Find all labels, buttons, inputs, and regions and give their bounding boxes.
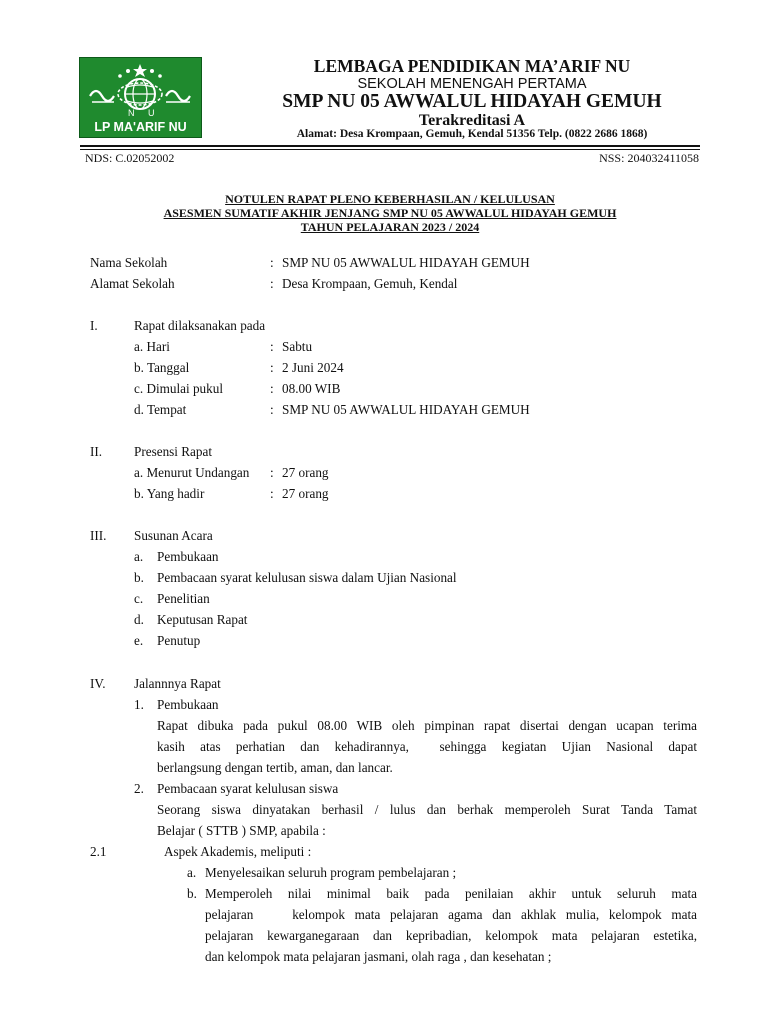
requirement-item: Menyelesaikan seluruh program pembelajaran ; [205, 865, 457, 880]
logo-text: LP MA'ARIF NU [94, 120, 187, 134]
colon: : [270, 255, 274, 270]
nu-emblem-icon [80, 58, 201, 120]
list-letter: b. [187, 886, 197, 901]
school-address: Alamat: Desa Krompaan, Gemuh, Kendal 51356 Telp. (0822 2686 1868) [296, 128, 648, 140]
list-letter: a. [134, 549, 144, 564]
title-line-1: NOTULEN RAPAT PLENO KEBERHASILAN / KELULUSAN [225, 192, 555, 206]
header-divider-thick [80, 145, 700, 147]
list-letter: a. [187, 865, 197, 880]
field-value: 27 orang [282, 486, 329, 501]
field-label: a. Menurut Undangan [134, 465, 250, 480]
field-label: b. Yang hadir [134, 486, 205, 501]
title-line-2: ASESMEN SUMATIF AKHIR JENJANG SMP NU 05 AWWALUL HIDAYAH GEMUH [163, 206, 617, 220]
nss-number: NSS: 204032411058 [599, 151, 699, 165]
section-title: Jalannnya Rapat [134, 676, 221, 691]
accreditation: Terakreditasi A [418, 112, 526, 129]
title-line-3: TAHUN PELAJARAN 2023 / 2024 [300, 220, 480, 234]
colon: : [270, 486, 274, 501]
school-address-value: Desa Krompaan, Gemuh, Kendal [282, 276, 458, 291]
field-label: c. Dimulai pukul [134, 381, 224, 396]
item-title: Pembukaan [157, 697, 219, 712]
list-number: 1. [134, 697, 144, 712]
school-address-label: Alamat Sekolah [90, 276, 175, 291]
section-title: Susunan Acara [134, 528, 213, 543]
paragraph-line: berlangsung dengan tertib, aman, dan lancar. [157, 760, 393, 775]
paragraph-line: Memperoleh nilai minimal baik pada penilaian akhir untuk seluruh mata [205, 886, 697, 901]
paragraph-line: Rapat dibuka pada pukul 08.00 WIB oleh pimpinan rapat disertai dengan ucapan terima [157, 718, 697, 733]
field-label: a. Hari [134, 339, 170, 354]
school-name-label: Nama Sekolah [90, 255, 168, 270]
agenda-item: Penelitian [157, 591, 210, 606]
paragraph-line: Seorang siswa dinyatakan berhasil / lulus dan berhak memperoleh Surat Tanda Tamat [157, 802, 697, 817]
field-value: SMP NU 05 AWWALUL HIDAYAH GEMUH [282, 402, 530, 417]
paragraph-line: Belajar ( STTB ) SMP, apabila : [157, 823, 326, 838]
section-title: Presensi Rapat [134, 444, 213, 459]
school-name: SMP NU 05 AWWALUL HIDAYAH GEMUH [282, 91, 662, 112]
section-number: III. [90, 528, 107, 543]
list-letter: c. [134, 591, 144, 606]
field-value: 2 Juni 2024 [282, 360, 344, 375]
agenda-item: Penutup [157, 633, 201, 648]
list-letter: b. [134, 570, 144, 585]
nds-number: NDS: C.02052002 [85, 151, 175, 165]
school-level: SEKOLAH MENENGAH PERTAMA [357, 76, 587, 92]
logo-letter-u: U [148, 108, 155, 118]
section-number: IV. [90, 676, 106, 691]
colon: : [270, 402, 274, 417]
agenda-item: Pembacaan syarat kelulusan siswa dalam Ujian Nasional [157, 570, 457, 585]
school-logo [79, 57, 202, 138]
item-title: Pembacaan syarat kelulusan siswa [157, 781, 339, 796]
paragraph-line: dan kelompok mata pelajaran jasmani, olah raga , dan kesehatan ; [205, 949, 552, 964]
colon: : [270, 339, 274, 354]
list-number: 2. [134, 781, 144, 796]
section-number: I. [90, 318, 98, 333]
field-label: b. Tanggal [134, 360, 190, 375]
list-letter: e. [134, 633, 144, 648]
section-title: Rapat dilaksanakan pada [134, 318, 266, 333]
agenda-item: Keputusan Rapat [157, 612, 248, 627]
section-number: II. [90, 444, 103, 459]
header-divider-thin [80, 149, 700, 150]
paragraph-line: pelajaran kelompok mata pelajaran agama dan akhlak mulia, kelompok mata [205, 907, 697, 922]
colon: : [270, 465, 274, 480]
logo-letter-n: N [128, 108, 135, 118]
school-name-value: SMP NU 05 AWWALUL HIDAYAH GEMUH [282, 255, 530, 270]
list-letter: d. [134, 612, 144, 627]
agenda-item: Pembukaan [157, 549, 219, 564]
field-value: 27 orang [282, 465, 329, 480]
colon: : [270, 276, 274, 291]
subsection-number: 2.1 [90, 844, 107, 859]
colon: : [270, 381, 274, 396]
institution-name: LEMBAGA PENDIDIKAN MA’ARIF NU [313, 56, 631, 76]
subsection-title: Aspek Akademis, meliputi : [164, 844, 312, 859]
paragraph-line: pelajaran kewarganegaraan dan kepribadian, kelompok mata pelajaran estetika, [205, 928, 697, 943]
colon: : [270, 360, 274, 375]
paragraph-line: kasih atas perhatian dan kehadirannya, sehingga kegiatan Ujian Nasional dapat [157, 739, 697, 754]
field-label: d. Tempat [134, 402, 187, 417]
field-value: Sabtu [282, 339, 313, 354]
field-value: 08.00 WIB [282, 381, 341, 396]
